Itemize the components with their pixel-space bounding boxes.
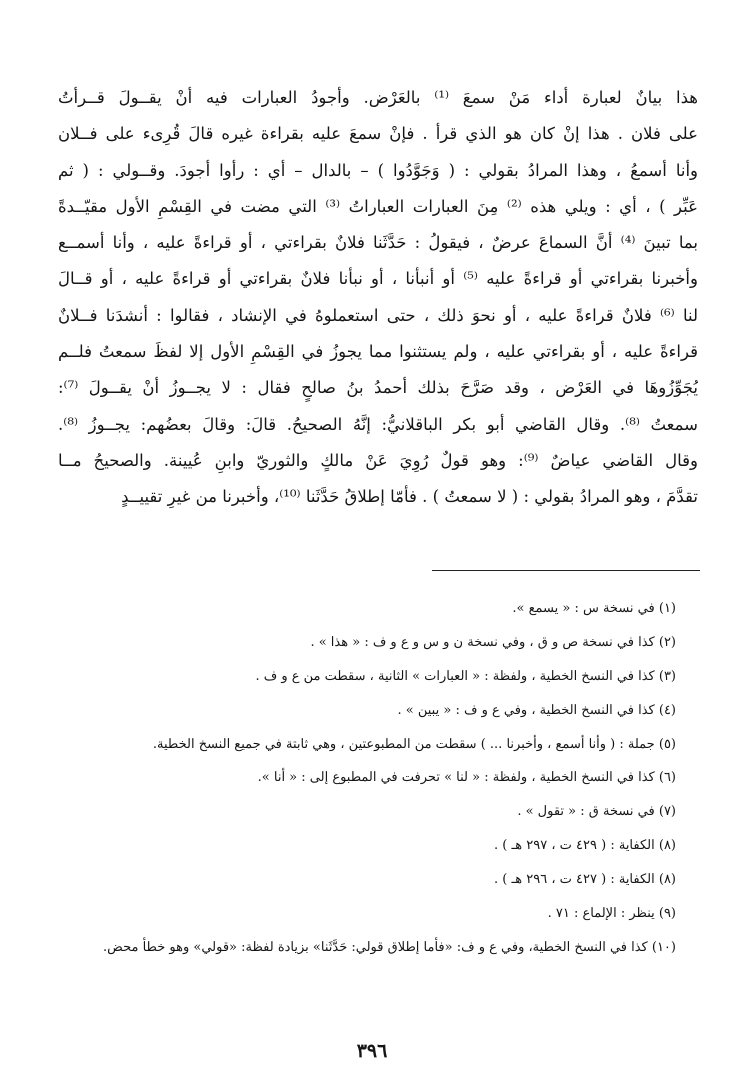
body-line: لنا ⁽⁶⁾ فلانٌ قراءةً عليه ، أو نحوَ ذلك ، حتى استعملوهُ في الإنشاد ، فقالوا : أنشدَنا فــلانٌ (58, 305, 698, 325)
page-number: ٣٩٦ (356, 1040, 388, 1062)
footnote: (٧) في نسخة ق : « تقول » . (517, 804, 676, 820)
footnote: (٦) كذا في النسخ الخطية ، ولفظة : « لنا » تحرفت في المطبوع إلى : « أنا ». (257, 770, 676, 786)
footnote: (٣) كذا في النسخ الخطية ، ولفظة : « العبارات » الثانية ، سقطت من ع و ف . (255, 668, 676, 684)
footnote: (٩) ينظر : الإلماع : ٧١ . (547, 906, 676, 922)
footnote: (٤) كذا في النسخ الخطية ، وفي ع و ف : « يبين » . (397, 702, 676, 718)
body-line: على فلان . هذا إنْ كان هو الذي قرأ . فإنْ سمعَ عليه بقراءة غيره قالَ قُرِىء على فــلان (58, 124, 698, 144)
footnote: (٨) الكفاية : ( ٤٢٧ ت ، ٢٩٦ هـ ) . (493, 872, 676, 888)
footnote: (١٠) كذا في النسخ الخطية، وفي ع و ف: «فأما إطلاق قولي: حَدَّثَنا» بزيادة لفظة: «قولي» وهو خطأ محض. (103, 939, 676, 955)
footnote: (٥) جملة : ( وأنا أسمع ، وأخبرنا ... ) سقطت من المطبوعتين ، وهي ثابتة في جميع النسخ الخطية. (152, 736, 676, 752)
body-text (58, 80, 698, 516)
body-line: تقدَّمَ ، وهو المرادُ بقولي : ( لا سمعتُ ) . فأمّا إطلاقُ حَدَّثَنا ⁽¹⁰⁾، وأخبرنا من غيرِ تقييــدٍ (121, 487, 698, 507)
body-line: بما تبينَ ⁽⁴⁾ أنَّ السماعَ عرضٌ ، فيقولُ : حَدَّثَنا فلانٌ بقراءتي ، أو قراءةً عليه ، وأنا أسمــع (58, 233, 698, 253)
body-line: وأخبرنا بقراءتي أو قراءةً عليه ⁽⁵⁾ أو أنبأنا ، أو نبأنا فلانٌ بقراءتي أو قراءةً عليه ، أو قــالَ (58, 269, 698, 289)
footnote: (١) في نسخة س : « يسمع ». (512, 601, 676, 616)
footnote-divider (432, 570, 700, 571)
body-line: وأنا أسمعُ ، وهذا المرادُ بقولي : ( وَجَوَّدُوا ) – بالدال – أي : رأوا أجودَ. وقــولي : ( ثم (58, 160, 698, 180)
body-line: وقال القاضي عياضٌ ⁽⁹⁾: وهو قولٌ رُوِيَ عَنْ مالكٍ والثوريّ وابنِ عُيينة. والصحيحُ مــا (58, 450, 698, 470)
footnote: (٢) كذا في نسخة ص و ق ، وفي نسخة ن و س و ع و ف : « هذا » . (310, 634, 676, 650)
body-line: هذا بيانٌ لعبارة أداء مَنْ سمعَ ⁽¹⁾ بالعَرْض. وأجودُ العبارات فيه أنْ يقــولَ قــرأتُ (58, 88, 698, 107)
body-line: يُجَوِّزُوهَا في العَرْض ، وقد صَرَّحَ بذلك أحمدُ بنُ صالحٍ فقال : لا يجــوزُ أنْ يقــولَ ⁽⁷⁾: (58, 378, 698, 398)
footnotes (40, 592, 676, 965)
body-line: عَبِّر ) ، أي : ويلي هذه ⁽²⁾ مِنَ العبارات العباراتُ ⁽³⁾ التي مضت في القِسْمِ الأول مقيّــدةً (58, 196, 698, 216)
body-line: قراءةً عليه ، أو بقراءتي عليه ، ولم يستثنوا مما يجوزُ في القِسْمِ الأول إلا لفظَ سمعتُ فلــم (58, 342, 698, 362)
body-line: سمعتُ ⁽⁸⁾. وقال القاضي أبو بكر الباقلانيُّ: إنَّهُ الصحيحُ. قالَ: وقالَ بعضُهم: يجــوزُ ⁽⁸⁾. (58, 414, 698, 434)
footnote: (٨) الكفاية : ( ٤٢٩ ت ، ٢٩٧ هـ ) . (493, 838, 676, 854)
